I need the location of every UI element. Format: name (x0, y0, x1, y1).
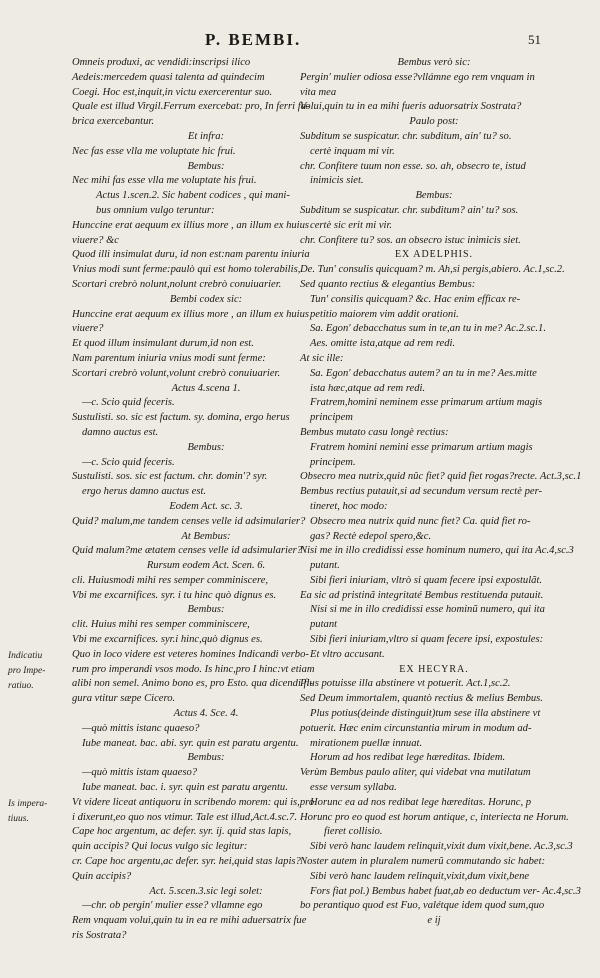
text-line: Cape hoc argentum, ac defer. syr. ij. quid stas lapis, (72, 826, 292, 838)
text-line: bo perantiquo quod est Fuo, valétque idem quod sum,quo (300, 900, 545, 912)
text-line: EX ADELPHIS. (394, 249, 474, 261)
text-line: Quale est illud Virgil.Ferrum exercebat: pro, In ferri fa- (72, 101, 310, 113)
text-line: damno auctus est. (82, 426, 159, 438)
text-line: Horunc pro eo quod est horum antique, c, interiecta ne Horum. (300, 811, 569, 823)
text-line: Et quod illum insimulant durum,id non est. (72, 338, 254, 350)
text-line: putant. (310, 560, 340, 572)
text-line: Eodem Act. sc. 3. (169, 500, 243, 512)
text-line: Vt videre liceat antiquoru in scribendo morem: qui is,pro (72, 796, 315, 808)
text-line: De. Tun' consulis quicquam? m. Ah,si pergis,abiero. Ac.1,sc.2. (300, 264, 565, 276)
text-line: Sed quanto rectius & elegantius Bembus: (300, 278, 476, 290)
text-line: Sustulisti. so. sic est factum. sy. domina, ergo herus (72, 412, 290, 424)
text-line: Bembus: (187, 604, 225, 616)
text-line: Sibi fieri iniuriam, vltrò si quam fecere ipsi expostulãt. (310, 574, 543, 586)
text-line: Subditum se suspicatur. chr. subditum? ain' tu? sos. (300, 204, 519, 216)
text-line: Paulo post: (409, 116, 459, 128)
text-line: alibi non semel. Animo bono es, pro Esto. qua dicendi fi- (72, 678, 313, 690)
text-line: Bembus mutato casu longè rectius: (300, 426, 449, 438)
text-line: ergo herus damno auctus est. (82, 486, 207, 498)
text-line: Act. 5.scen.3.sic legi solet: (149, 885, 263, 897)
text-line: Vnius modi sunt ferme:paulò qui est homo tolerabilis, (72, 264, 301, 276)
text-line: Aedeis:mercedem quasi talenta ad quindecim (72, 71, 265, 83)
text-line: At sic ille: (300, 352, 344, 364)
text-line: Fratrem,homini neminem esse primarum artium magis (310, 397, 543, 409)
text-line: At Bembus: (181, 530, 231, 542)
text-line: Sa. Egon' debacchatus sum in te,an tu in me? Ac.2.sc.1. (310, 323, 546, 335)
text-line: ista hæc,atque ad rem redi. (310, 382, 426, 394)
text-line: Ea sic ad pristinã integritaté Bembus restituenda putauit. (300, 589, 544, 601)
text-line: Hunccine erat aequum ex illius more , an illum ex huius (72, 219, 310, 231)
text-line: viuere? &c (72, 234, 119, 246)
text-line: Bembus: (187, 441, 225, 453)
text-line: Nisi me in illo credidissi esse hominum numero, qui ita Ac.4,sc.3 (300, 545, 574, 557)
text-line: —c. Scio quid feceris. (82, 456, 175, 468)
text-line: Scortari crebrò nolunt,nolunt crebrò conuiuarier. (72, 278, 282, 290)
margin-note: Indicatiu (8, 651, 43, 661)
text-line: certè inquam mi vir. (310, 145, 395, 157)
text-line: Rursum eodem Act. Scen. 6. (146, 560, 266, 572)
text-line: rum pro imperandi vsos modo. Is hinc,pro I hinc:vt etiam (72, 663, 315, 675)
text-line: cr. Cape hoc argentu,ac defer. syr. hei,quid stas lapis? (72, 856, 301, 868)
text-line: mirationem puellæ innuat. (310, 737, 423, 749)
text-line: Hunccine erat aequum ex illius more , an illum ex huius (72, 308, 310, 320)
running-title: P. BEMBI. (205, 30, 302, 49)
text-line: gas? Rectè edepol spero,&c. (310, 530, 432, 542)
text-line: Actus 1.scen.2. Sic habent codices , qui mani- (96, 190, 290, 202)
text-line: certè sic erit mi vir. (310, 219, 393, 231)
text-line: Aes. omitte ista,atque ad rem redi. (310, 338, 456, 350)
text-line: Tun' consilis quicquam? &c. Hac enim efficax re- (310, 293, 521, 305)
text-line: Subditum se suspicatur. chr. subditum, ain' tu? so. (300, 130, 512, 142)
text-line: bus omnium vulgo teruntur: (96, 204, 215, 216)
text-line: putant (310, 619, 338, 631)
text-line: Obsecro mea nutrix,quid nûc fiet? quid fiet rogas?recte. Act.3,sc.1 (300, 471, 582, 483)
text-line: gura vtitur sæpe Cicero. (72, 693, 176, 705)
text-line: Bembus: (187, 160, 225, 172)
text-line: quin accipis? Qui locus vulgo sic legitur: (72, 841, 248, 853)
text-line: Rem vnquam volui,quin tu in ea re mihi aduersatrix fue (72, 915, 307, 927)
text-line: Vbi me excarnifices. syr. i tu hinc quò dignus es. (72, 589, 277, 601)
right-text-column (300, 56, 582, 929)
text-line: Actus 4. Sce. 4. (173, 708, 239, 720)
text-line: Nec fas esse vlla me voluptate hic frui. (72, 145, 236, 157)
text-line: Noster autem in pluralem numerũ commutando sic habet: (300, 856, 546, 868)
text-line: Quo in loco videre est veteres homines Indicandi verbo- (72, 648, 309, 660)
text-line: Bembus: (415, 190, 453, 202)
text-line: Bembi codex sic: (169, 293, 243, 305)
text-line: petitio maiorem vim addit orationi. (310, 308, 459, 320)
text-line: Plus potius(deinde distinguit)tum sese illa abstinere vt (310, 708, 541, 720)
text-line: Horunc ea ad nos redibat lege hæreditas. Horunc, p (310, 796, 532, 808)
text-line: Fratrem homini nemini esse primarum artium magis (310, 441, 533, 453)
text-line: Nisi si me in illo credidissi esse hominũ numero, qui ita (310, 604, 545, 616)
text-line: Sibi verò hanc laudem relinquit,vixit dum vixit,bene. Ac.3,sc.3 (310, 841, 573, 853)
text-line: potuerit. Hæc enim circunstantia mirum in modum ad- (300, 722, 532, 734)
page-number: 51 (528, 32, 541, 47)
text-line: Scortari crebrò volunt,volunt crebrò conuiuarier. (72, 367, 281, 379)
text-line: Bembus: (187, 752, 225, 764)
text-line: Sibi fieri iniuriam,vltro si quam fecere ipsi, expostules: (310, 634, 544, 646)
text-line: esse versum syllaba. (310, 782, 397, 794)
text-line: Verùm Bembus paulo aliter, qui videbat vna mutilatum (300, 767, 531, 779)
text-line: Et vltro accusant. (310, 648, 385, 660)
text-line: viuere? (72, 323, 104, 335)
text-line: Et infra: (187, 130, 225, 142)
text-line: Pergin' mulier odiosa esse?vllámne ego rem vnquam in (300, 71, 535, 83)
text-line: i dixerunt,eo quo nos vtimur. Tale est illud,Act.4.sc.7. (72, 811, 298, 823)
text-line: vita mea (300, 86, 337, 98)
text-line: ris Sostrata? (72, 930, 127, 942)
text-line: EX HECYRA. (399, 663, 469, 675)
text-line: Vbi me excarnifices. syr.i hinc,quò dignus es. (72, 634, 263, 646)
page-header (0, 30, 600, 54)
text-line: —chr. ob pergin' mulier esse? vllamne ego (82, 900, 263, 912)
text-line: chr. Confitere tuum non esse. so. ah, obsecro te, istud (300, 160, 526, 172)
text-line: —quò mittis istanc quaeso? (82, 722, 200, 734)
text-line: Quod illi insimulat duru, id non est:nam parentu iniuria (72, 249, 310, 261)
text-line: Actus 4.scena 1. (171, 382, 241, 394)
text-line: Sibi verò hanc laudem relinquit,vixit,dum vixit,bene (310, 870, 530, 882)
text-line: principem (310, 412, 353, 424)
text-line: Sa. Egon' debacchatus autem? an tu in me? Aes.mitte (310, 367, 537, 379)
text-line: Sed Deum immortalem, quantò rectius & melius Bembus. (300, 693, 543, 705)
text-line: Iube maneat. bac. abi. syr. quin est paratu argentu. (82, 737, 299, 749)
text-line: e ij (427, 915, 441, 927)
text-line: Bembus verò sic: (397, 57, 471, 68)
text-line: Obsecro mea nutrix quid nunc fiet? Ca. quid fiet ro- (310, 515, 531, 527)
text-line: clit. Huius mihi res semper comminiscere, (72, 619, 250, 631)
margin-note: tiuus. (8, 813, 29, 824)
text-line: brica exercebantur. (72, 116, 154, 128)
margin-note: pro Impe- (8, 665, 46, 676)
text-line: Plus potuisse illa abstinere vt potuerit. Act.1,sc.2. (300, 678, 511, 690)
margin-note: Is impera- (8, 799, 48, 809)
text-line: Bembus rectius putauit,si ad secundum versum rectè per- (300, 486, 543, 498)
text-line: —quò mittis istam quaeso? (82, 767, 198, 779)
margin-note: ratiuo. (8, 680, 34, 691)
text-line: Coegi. Hoc est,inquit,in victu exercerentur suo. (72, 86, 273, 98)
text-line: Nec mihi fas esse vlla me voluptate his frui. (72, 175, 257, 187)
text-line: chr. Confitere tu? sos. an obsecro istuc inimicis siet. (300, 234, 521, 246)
text-line: fieret collisio. (324, 826, 383, 838)
text-line: —c. Scio quid feceris. (82, 397, 175, 409)
text-line: cli. Huiusmodi mihi res semper comminiscere, (72, 574, 269, 586)
text-line: Iube maneat. bac. i. syr. quin est paratu argentu. (82, 782, 288, 794)
text-line: Quid malum?me ætatem censes velle id adsimularier? (72, 545, 303, 557)
text-line: Quid? malum,me tandem censes velle id adsimularier? (72, 515, 306, 527)
text-line: inimicis siet. (310, 175, 364, 187)
text-line: Omneis produxi, ac vendidi:inscripsi ilico (72, 57, 251, 68)
text-line: Sustulisti. sos. sic est factum. chr. domin'? syr. (72, 471, 268, 483)
text-line: Nam parentum iniuria vnius modi sunt ferme: (72, 352, 266, 364)
text-line: Volui,quin tu in ea mihi fueris aduorsatrix Sostrata? (300, 101, 522, 113)
text-line: Horum ad hos redibat lege hæreditas. Ibidem. (310, 752, 506, 764)
text-line: Fors fiat pol.) Bembus habet fuat,ab eo deductum ver- Ac.4,sc.3 (310, 885, 581, 897)
text-line: tineret, hoc modo: (310, 500, 388, 512)
text-line: principem. (310, 456, 356, 468)
text-line: Quin accipis? (72, 870, 132, 882)
